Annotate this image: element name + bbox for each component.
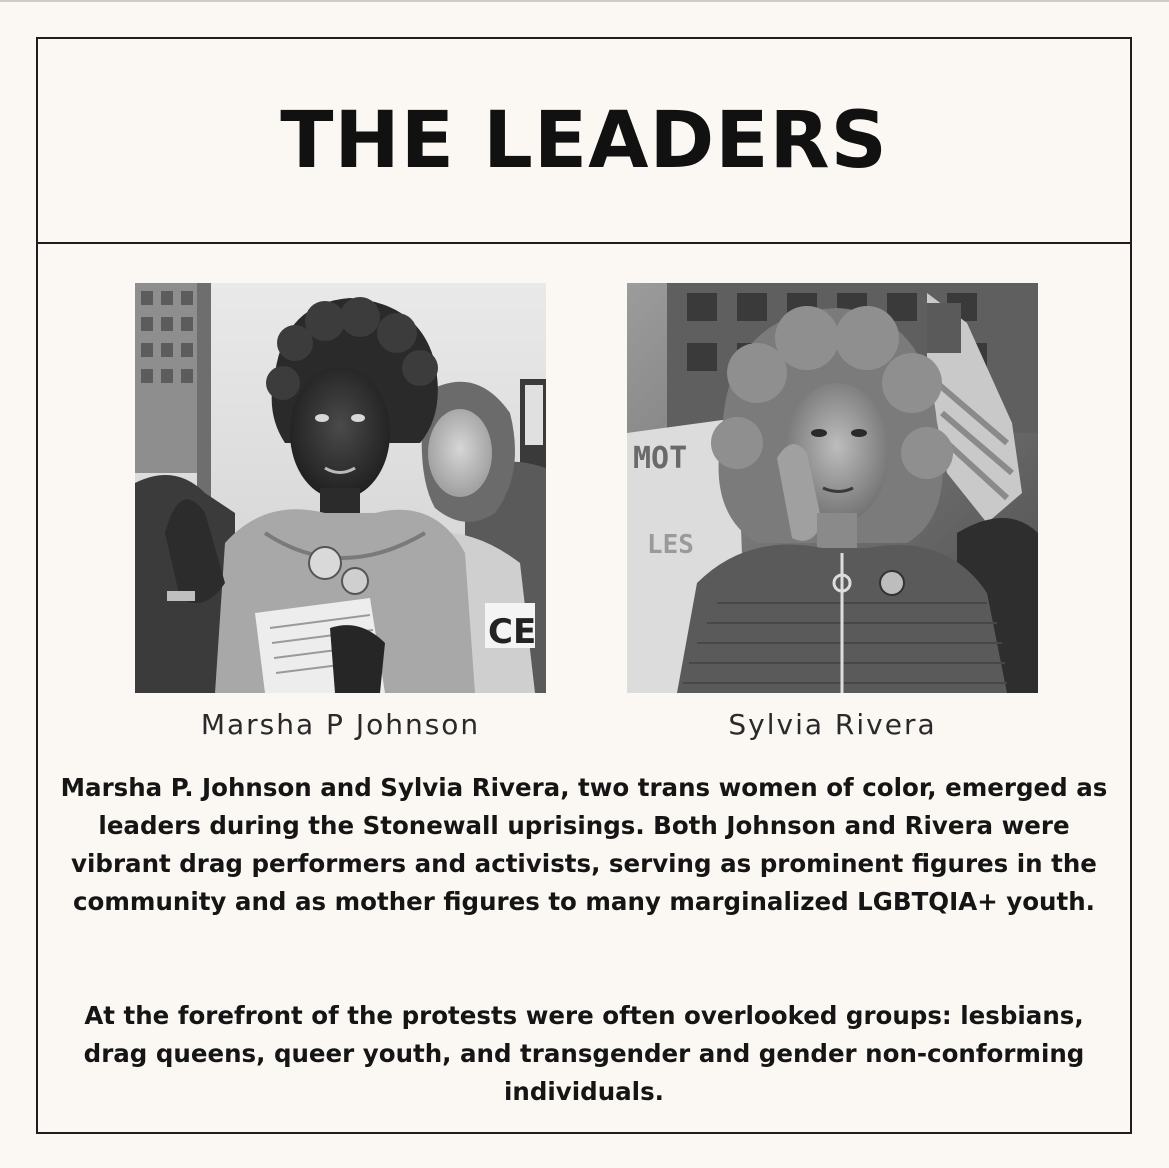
- left-photo-sign-text: CE: [488, 612, 537, 652]
- sylvia-rivera-photo: [627, 283, 1038, 693]
- marsha-johnson-caption: Marsha P Johnson: [200, 708, 481, 741]
- right-photo-sign-text-1: MOT: [633, 441, 688, 476]
- sylvia-rivera-caption: Sylvia Rivera: [728, 708, 937, 741]
- poster-frame: [36, 37, 1132, 1134]
- forefront-paragraph: At the forefront of the protests were often overlooked groups: lesbians, drag queens, queer youth, and transgender and gender non-conforming individuals.: [83, 1001, 1085, 1106]
- right-photo-sign-text-2: LES: [647, 530, 694, 560]
- leaders-paragraph: Marsha P. Johnson and Sylvia Rivera, two trans women of color, emerged as leaders during the Stonewall uprisings. Both Johnson and Rivera were vibrant drag performers and activists, serving as prominent figures in the community and as mother figures to many marginalized LGBTQIA+ youth.: [60, 773, 1108, 916]
- top-rule: [0, 0, 1169, 2]
- marsha-johnson-photo: [135, 283, 546, 693]
- title-box: [38, 39, 1130, 244]
- page-title: THE LEADERS: [280, 95, 888, 186]
